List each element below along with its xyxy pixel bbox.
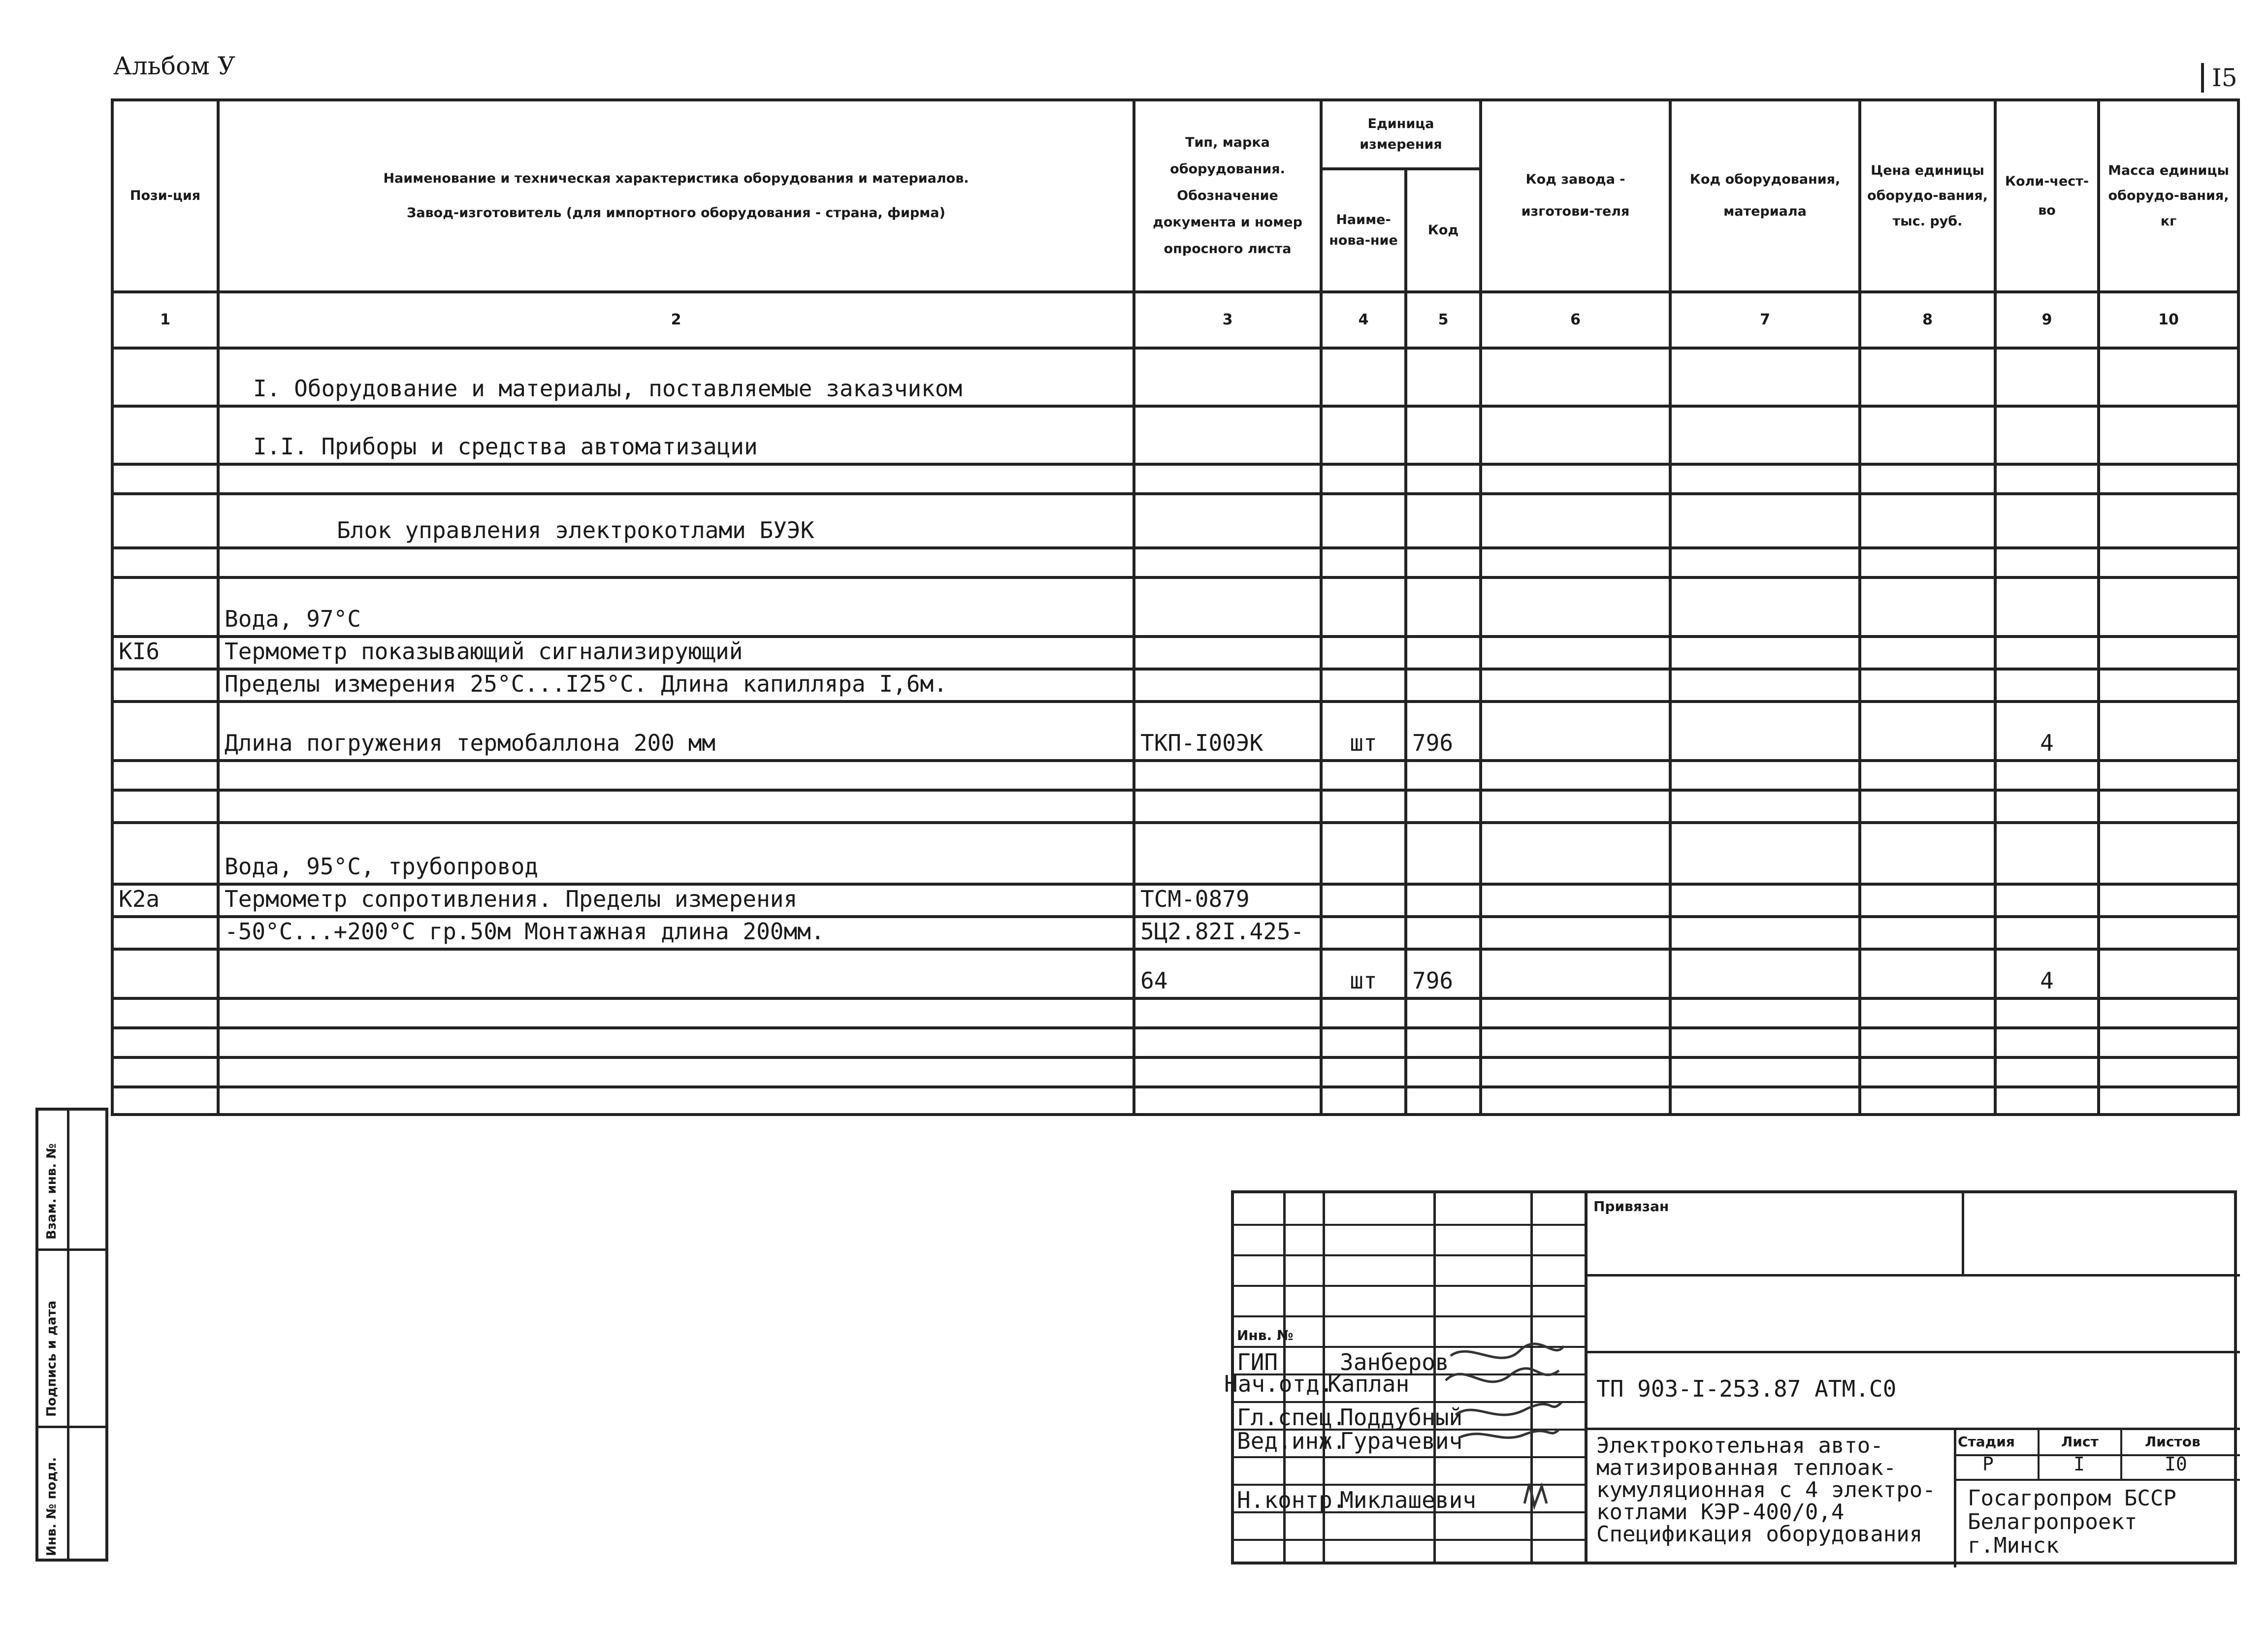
cell-mass: [2099, 949, 2238, 998]
cell-unit-name: [1321, 823, 1406, 884]
col-num-10: 10: [2099, 292, 2238, 348]
cell-equipment-code: [1670, 577, 1860, 637]
cell-position: [112, 348, 218, 406]
cell-name: I.I. Приборы и средства автоматизации: [218, 406, 1134, 464]
cell-unit-name: [1321, 1087, 1406, 1115]
col-num-1: 1: [112, 292, 218, 348]
cell-factory-code: [1481, 548, 1670, 577]
cell-quantity: 4: [1995, 949, 2099, 998]
cell-quantity: [1995, 348, 2099, 406]
cell-position: [112, 761, 218, 790]
cell-position: [112, 548, 218, 577]
cell-mass: [2099, 348, 2238, 406]
col-header-name-line1: Наименование и техническая характеристика оборудования и материалов.: [383, 170, 969, 186]
cell-equipment-code: [1670, 790, 1860, 823]
stamp-inv-podl: Инв. № подл.: [44, 1457, 59, 1556]
col-header-name: [218, 100, 1134, 292]
col-header-equipment-code: Код оборудования, материала: [1670, 100, 1860, 292]
stamp-vzam-inv: Взам. инв. №: [44, 1143, 59, 1240]
cell-name: [218, 949, 1134, 998]
cell-unit-name: [1321, 464, 1406, 494]
cell-position: [112, 1057, 218, 1087]
cell-mass: [2099, 1028, 2238, 1057]
table-row: [112, 637, 2238, 669]
cell-price: [1860, 1028, 1995, 1057]
cell-factory-code: [1481, 702, 1670, 761]
cell-mass: [2099, 823, 2238, 884]
description-line: котлами КЭР-400/0,4: [1596, 1500, 1845, 1525]
cell-price: [1860, 823, 1995, 884]
cell-mass: [2099, 669, 2238, 702]
cell-name: Пределы измерения 25°С...I25°С. Длина капилляра I,6м.: [218, 669, 1134, 702]
cell-factory-code: [1481, 761, 1670, 790]
specification-rows: [112, 348, 2238, 1115]
cell-equipment-code: [1670, 348, 1860, 406]
cell-price: [1860, 949, 1995, 998]
cell-factory-code: [1481, 884, 1670, 917]
cell-mass: [2099, 998, 2238, 1028]
cell-position: [112, 917, 218, 949]
cell-name: [218, 1028, 1134, 1057]
cell-quantity: [1995, 1057, 2099, 1087]
description-line: кумуляционная с 4 электро-: [1596, 1477, 1936, 1502]
cell-unit-name: шт: [1321, 949, 1406, 998]
cell-price: [1860, 406, 1995, 464]
cell-equipment-code: [1670, 637, 1860, 669]
cell-mass: [2099, 917, 2238, 949]
cell-unit-code: [1406, 917, 1481, 949]
cell-factory-code: [1481, 464, 1670, 494]
cell-quantity: [1995, 464, 2099, 494]
cell-quantity: [1995, 637, 2099, 669]
cell-equipment-code: [1670, 998, 1860, 1028]
cell-unit-name: [1321, 577, 1406, 637]
org-line: Белагропроект: [1968, 1509, 2138, 1534]
cell-position: [112, 669, 218, 702]
cell-quantity: [1995, 1028, 2099, 1057]
cell-position: KI6: [112, 637, 218, 669]
table-row: [112, 998, 2238, 1028]
cell-quantity: [1995, 577, 2099, 637]
cell-equipment-code: [1670, 949, 1860, 998]
cell-mass: [2099, 637, 2238, 669]
description-line: Электрокотельная авто-: [1596, 1433, 1883, 1458]
cell-mass: [2099, 1057, 2238, 1087]
col-num-4: 4: [1321, 292, 1406, 348]
table-row: [112, 702, 2238, 761]
name-ved-inzh: Гурачевич: [1340, 1428, 1463, 1454]
title-block: [1224, 1190, 2237, 1564]
col-header-unit-code: Код: [1406, 169, 1481, 292]
cell-unit-name: [1321, 669, 1406, 702]
cell-mass: [2099, 761, 2238, 790]
cell-type: [1134, 577, 1321, 637]
organization: [1968, 1487, 2176, 1558]
cell-type: [1134, 637, 1321, 669]
cell-price: [1860, 577, 1995, 637]
cell-unit-name: [1321, 406, 1406, 464]
table-row: [112, 348, 2238, 406]
table-row: [112, 548, 2238, 577]
cell-name: Длина погружения термобаллона 200 мм: [218, 702, 1134, 761]
cell-quantity: [1995, 917, 2099, 949]
cell-unit-name: [1321, 348, 1406, 406]
table-row: [112, 790, 2238, 823]
role-gip: ГИП: [1237, 1349, 1278, 1375]
cell-factory-code: [1481, 637, 1670, 669]
cell-position: [112, 823, 218, 884]
cell-type: [1134, 348, 1321, 406]
role-n-kontr: Н.контр.: [1237, 1487, 1346, 1513]
cell-quantity: [1995, 761, 2099, 790]
cell-equipment-code: [1670, 494, 1860, 548]
cell-type: [1134, 406, 1321, 464]
cell-unit-code: [1406, 1087, 1481, 1115]
cell-unit-name: [1321, 637, 1406, 669]
table-row: [112, 494, 2238, 548]
cell-price: [1860, 637, 1995, 669]
table-row: [112, 823, 2238, 884]
cell-equipment-code: [1670, 761, 1860, 790]
album-label: Альбом У: [113, 52, 235, 80]
cell-unit-code: [1406, 790, 1481, 823]
cell-type: 64: [1134, 949, 1321, 998]
cell-unit-code: [1406, 669, 1481, 702]
col-header-type: Тип, марка оборудования. Обозначение документа и номер опросного листа: [1134, 100, 1321, 292]
cell-name: [218, 464, 1134, 494]
cell-factory-code: [1481, 790, 1670, 823]
table-row: [112, 884, 2238, 917]
name-gip: Занберов: [1340, 1349, 1449, 1375]
col-header-position: Пози-ция: [112, 100, 218, 292]
cell-quantity: 4: [1995, 702, 2099, 761]
table-row: [112, 577, 2238, 637]
cell-type: [1134, 548, 1321, 577]
cell-price: [1860, 494, 1995, 548]
col-num-3: 3: [1134, 292, 1321, 348]
table-row: [112, 949, 2238, 998]
cell-unit-code: [1406, 348, 1481, 406]
cell-name: [218, 998, 1134, 1028]
name-nach-otd: Каплан: [1328, 1371, 1410, 1397]
cell-unit-name: [1321, 1028, 1406, 1057]
cell-unit-code: [1406, 637, 1481, 669]
cell-price: [1860, 464, 1995, 494]
cell-type: [1134, 1028, 1321, 1057]
cell-quantity: [1995, 494, 2099, 548]
cell-quantity: [1995, 884, 2099, 917]
left-stamp: [35, 1108, 108, 1562]
cell-factory-code: [1481, 494, 1670, 548]
cell-unit-code: [1406, 494, 1481, 548]
col-header-factory-code: Код завода - изготови-теля: [1481, 100, 1670, 292]
cell-position: [112, 949, 218, 998]
cell-unit-code: [1406, 577, 1481, 637]
page-number: I5: [2201, 63, 2237, 93]
cell-factory-code: [1481, 917, 1670, 949]
cell-mass: [2099, 406, 2238, 464]
cell-type: [1134, 823, 1321, 884]
cell-type: 5Ц2.82I.425-: [1134, 917, 1321, 949]
cell-position: [112, 1028, 218, 1057]
cell-type: [1134, 998, 1321, 1028]
cell-type: [1134, 1087, 1321, 1115]
cell-equipment-code: [1670, 669, 1860, 702]
sheets-label: Листов: [2145, 1434, 2201, 1450]
cell-quantity: [1995, 548, 2099, 577]
cell-name: [218, 790, 1134, 823]
sheet-value: I: [2074, 1453, 2085, 1475]
cell-quantity: [1995, 998, 2099, 1028]
cell-equipment-code: [1670, 1087, 1860, 1115]
col-header-quantity: Коли-чест-во: [1995, 100, 2099, 292]
cell-position: [112, 577, 218, 637]
cell-factory-code: [1481, 1057, 1670, 1087]
cell-mass: [2099, 790, 2238, 823]
cell-unit-name: [1321, 790, 1406, 823]
cell-type: [1134, 494, 1321, 548]
document-code: ТП 903-I-253.87 АТМ.С0: [1596, 1375, 1897, 1402]
cell-position: [112, 998, 218, 1028]
col-num-9: 9: [1995, 292, 2099, 348]
cell-name: Вода, 95°С, трубопровод: [218, 823, 1134, 884]
cell-factory-code: [1481, 1028, 1670, 1057]
cell-type: [1134, 1057, 1321, 1087]
cell-type: ТСМ-0879: [1134, 884, 1321, 917]
col-header-mass: Масса единицы оборудо-вания, кг: [2099, 100, 2238, 292]
role-gl-spec: Гл.спец.: [1237, 1404, 1346, 1431]
cell-mass: [2099, 494, 2238, 548]
cell-mass: [2099, 1087, 2238, 1115]
cell-equipment-code: [1670, 702, 1860, 761]
cell-unit-name: [1321, 1057, 1406, 1087]
cell-unit-code: [1406, 761, 1481, 790]
description-line: матизированная теплоак-: [1596, 1455, 1897, 1480]
description-line: Спецификация оборудования: [1596, 1522, 1923, 1547]
cell-position: [112, 790, 218, 823]
cell-quantity: [1995, 406, 2099, 464]
sheet-label: Лист: [2061, 1434, 2099, 1450]
table-row: [112, 917, 2238, 949]
cell-unit-name: [1321, 761, 1406, 790]
privyazan-label: Привязан: [1593, 1198, 1669, 1214]
table-row: [112, 1028, 2238, 1057]
cell-factory-code: [1481, 998, 1670, 1028]
cell-name: [218, 1087, 1134, 1115]
cell-unit-name: шт: [1321, 702, 1406, 761]
cell-factory-code: [1481, 577, 1670, 637]
cell-unit-code: [1406, 464, 1481, 494]
cell-name: -50°С...+200°С гр.50м Монтажная длина 200мм.: [218, 917, 1134, 949]
cell-unit-code: [1406, 823, 1481, 884]
stage-label: Стадия: [1958, 1434, 2015, 1450]
stage-value: Р: [1982, 1453, 1994, 1475]
cell-unit-name: [1321, 884, 1406, 917]
cell-equipment-code: [1670, 464, 1860, 494]
cell-mass: [2099, 464, 2238, 494]
table-row: [112, 1057, 2238, 1087]
cell-type: [1134, 669, 1321, 702]
sheets-value: I0: [2165, 1453, 2187, 1475]
stamp-podpis-data: Подпись и дата: [44, 1300, 59, 1417]
cell-quantity: [1995, 823, 2099, 884]
cell-factory-code: [1481, 823, 1670, 884]
cell-mass: [2099, 702, 2238, 761]
cell-name: Блок управления электрокотлами БУЭК: [218, 494, 1134, 548]
cell-name: Вода, 97°С: [218, 577, 1134, 637]
cell-type: [1134, 790, 1321, 823]
document-description: [1596, 1435, 1936, 1545]
cell-name: Термометр показывающий сигнализирующий: [218, 637, 1134, 669]
cell-mass: [2099, 577, 2238, 637]
cell-equipment-code: [1670, 823, 1860, 884]
cell-position: [112, 406, 218, 464]
cell-unit-code: [1406, 548, 1481, 577]
cell-name: [218, 1057, 1134, 1087]
cell-equipment-code: [1670, 917, 1860, 949]
cell-unit-name: [1321, 494, 1406, 548]
cell-price: [1860, 761, 1995, 790]
cell-unit-code: [1406, 406, 1481, 464]
table-row: [112, 464, 2238, 494]
cell-equipment-code: [1670, 548, 1860, 577]
cell-factory-code: [1481, 406, 1670, 464]
cell-unit-code: [1406, 1028, 1481, 1057]
col-num-8: 8: [1860, 292, 1995, 348]
specification-table: [111, 98, 2240, 1116]
cell-name: [218, 761, 1134, 790]
cell-equipment-code: [1670, 406, 1860, 464]
table-row: [112, 761, 2238, 790]
col-header-unit-group: Единица измерения: [1321, 100, 1481, 169]
cell-price: [1860, 917, 1995, 949]
table-row: [112, 1087, 2238, 1115]
cell-price: [1860, 669, 1995, 702]
cell-name: [218, 548, 1134, 577]
cell-factory-code: [1481, 669, 1670, 702]
cell-unit-code: [1406, 998, 1481, 1028]
cell-type: ТКП-I00ЭК: [1134, 702, 1321, 761]
name-gl-spec: Поддубный: [1340, 1404, 1463, 1431]
signature-marks: [1441, 1341, 1569, 1548]
name-n-kontr: Миклашевич: [1340, 1487, 1476, 1513]
cell-unit-name: [1321, 917, 1406, 949]
cell-type: [1134, 761, 1321, 790]
cell-name: Термометр сопротивления. Пределы измерения: [218, 884, 1134, 917]
cell-quantity: [1995, 1087, 2099, 1115]
role-ved-inzh: Вед.инж.: [1237, 1428, 1346, 1454]
cell-price: [1860, 884, 1995, 917]
cell-unit-name: [1321, 998, 1406, 1028]
cell-factory-code: [1481, 1087, 1670, 1115]
col-num-7: 7: [1670, 292, 1860, 348]
cell-quantity: [1995, 790, 2099, 823]
cell-position: [112, 494, 218, 548]
cell-factory-code: [1481, 348, 1670, 406]
cell-quantity: [1995, 669, 2099, 702]
cell-unit-code: [1406, 884, 1481, 917]
table-row: [112, 669, 2238, 702]
role-nach-otd: Нач.отд.: [1224, 1371, 1333, 1397]
cell-price: [1860, 1057, 1995, 1087]
cell-price: [1860, 348, 1995, 406]
cell-unit-code: 796: [1406, 949, 1481, 998]
cell-price: [1860, 548, 1995, 577]
cell-unit-code: [1406, 1057, 1481, 1087]
cell-unit-code: 796: [1406, 702, 1481, 761]
cell-price: [1860, 702, 1995, 761]
cell-equipment-code: [1670, 1028, 1860, 1057]
cell-mass: [2099, 884, 2238, 917]
org-line: Госагропром БССР: [1968, 1486, 2176, 1511]
cell-equipment-code: [1670, 1057, 1860, 1087]
col-header-price: Цена единицы оборудо-вания, тыс. руб.: [1860, 100, 1995, 292]
cell-mass: [2099, 548, 2238, 577]
inv-no-label: Инв. №: [1237, 1327, 1294, 1343]
col-num-2: 2: [218, 292, 1134, 348]
cell-price: [1860, 1087, 1995, 1115]
cell-position: [112, 1087, 218, 1115]
cell-price: [1860, 998, 1995, 1028]
col-num-6: 6: [1481, 292, 1670, 348]
cell-name: I. Оборудование и материалы, поставляемые заказчиком: [218, 348, 1134, 406]
table-row: [112, 406, 2238, 464]
col-header-unit-name: Наиме-нова-ние: [1321, 169, 1406, 292]
col-num-5: 5: [1406, 292, 1481, 348]
cell-position: [112, 464, 218, 494]
col-header-name-line2: Завод-изготовитель (для импортного оборудования - страна, фирма): [407, 205, 945, 221]
cell-position: K2a: [112, 884, 218, 917]
cell-unit-name: [1321, 548, 1406, 577]
org-line: г.Минск: [1968, 1533, 2059, 1558]
cell-equipment-code: [1670, 884, 1860, 917]
cell-type: [1134, 464, 1321, 494]
cell-position: [112, 702, 218, 761]
cell-price: [1860, 790, 1995, 823]
cell-factory-code: [1481, 949, 1670, 998]
